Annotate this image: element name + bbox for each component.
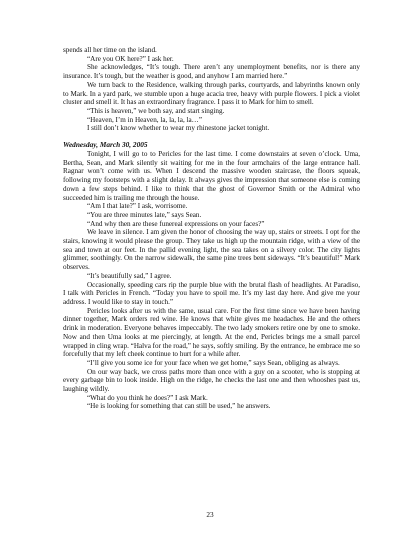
paragraph: We leave in silence. I am given the honor of choosing the way up, stairs or streets. I opt for the stairs, knowing it would please the group. They take us high up the mountain ridge, with a view of the sea and town at our feet. In the pallid evening light, the sea takes on a silvery color. The city lights glimmer, soothingly. On the narrow sidewalk, the same pine trees bent sideways. “It’s beautiful!” Mark observes. [63, 228, 360, 272]
paragraph: “Are you OK here?” I ask her. [87, 54, 174, 63]
paragraph: Pericles looks after us with the same, usual care. For the first time since we have been having dinner together, Mark orders red wine. He knows that white gives me headaches. He and the others drink in moderation. Everyone behaves impeccably. The two lady smokers retire one by one to smoke. Now and then Uma looks at me piercingly, at length. At the end, Pericles brings me a small parcel wrapped in cling wrap. “Halva for the road,” he says, softly smiling. By the entrance, he embrace me so forcefully that my left cheek continue to hurt for a while after. [63, 306, 360, 359]
paragraph: Occasionally, speeding cars rip the purple blue with the brutal flash of headlights. At Paradiso, I talk with Pericles in French. “Today you have to spoil me. It’s my last day here. And give me your address. I would like to stay in touch.” [63, 280, 360, 306]
paragraph: On our way back, we cross paths more than once with a guy on a scooter, who is stopping at every garbage bin to look inside. High on the ridge, he checks the last one and then whooshes past us, laughing wildly. [63, 367, 360, 394]
paragraph: “It’s beautifully sad,” I agree. [87, 271, 172, 280]
paragraph: “Heaven, I’m in Heaven, la, la, la, la…” [87, 115, 202, 124]
paragraph: She acknowledges, “It’s tough. There aren’t any unemployment benefits, nor is there any insurance. It’s tough, but the weather is good, and anyhow I am married here.” [63, 63, 360, 81]
paragraph: “You are three minutes late,” says Sean. [87, 210, 202, 219]
date-heading: Wednesday, March 30, 2005 [63, 140, 148, 150]
page-body [63, 46, 360, 411]
paragraph: “Am I that late?” I ask, worrisome. [87, 202, 188, 211]
page-number: 23 [206, 510, 214, 519]
paragraph: I still don’t know whether to wear my rhinestone jacket tonight. [87, 124, 270, 133]
paragraph: “I’ll give you some ice for your face when we get home,” says Sean, obliging as always. [87, 358, 340, 367]
paragraph: Tonight, I will go to to Pericles for the last time. I come downstairs at seven o’clock. Uma, Bertha, Sean, and Mark silently sit waiting for me in the four armchairs of the large entrance hall. Ragnar won’t come with us. When I descend the massive wooden staircase, the floors squeak, following my footsteps with a slight delay. It always gives the impression that someone else is coming down a few steps behind. I like to think that the ghost of Governor Smith or the Admiral who succeeded him is trailing me through the house. [63, 150, 360, 202]
paragraph: We turn back to the Residence, walking through parks, courtyards, and labyrinths known only to Mark. In a yard park, we stumble upon a huge acacia tree, heavy with purple flowers. I pick a violet cluster and smell it. It has an extraordinary fragrance. I pass it to Mark for him to smell. [63, 80, 360, 107]
paragraph: “This is heaven,” we both say, and start singing. [87, 106, 225, 115]
paragraph: “And why then are these funereal expressions on your faces?” [87, 219, 265, 228]
paragraph: spends all her time on the island. [63, 46, 157, 54]
paragraph: “He is looking for something that can still be used,” he answers. [87, 402, 271, 411]
paragraph: “What do you think he does?” I ask Mark. [87, 393, 208, 402]
